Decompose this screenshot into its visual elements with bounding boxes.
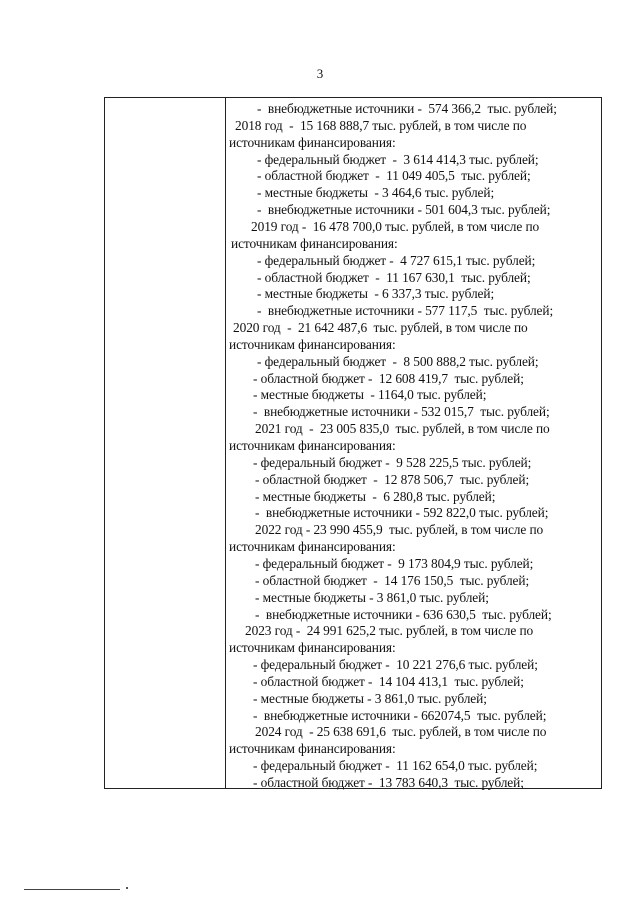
text-line: 2024 год - 25 638 691,6 тыс. рублей, в том числе по (255, 724, 547, 740)
text-line: - местные бюджеты - 3 861,0 тыс. рублей; (255, 589, 489, 605)
text-line: - областной бюджет - 11 167 630,1 тыс. рублей; (257, 269, 531, 285)
text-line: 2022 год - 23 990 455,9 тыс. рублей, в том числе по (255, 522, 544, 538)
text-line: 2021 год - 23 005 835,0 тыс. рублей, в том числе по (255, 421, 550, 437)
financing-text-cell (225, 98, 601, 788)
page-number: 3 (316, 66, 324, 81)
text-line: - федеральный бюджет - 4 727 615,1 тыс. рублей; (257, 252, 536, 268)
footer-mark (126, 887, 128, 889)
text-line: - местные бюджеты - 6 337,3 тыс. рублей; (257, 286, 495, 302)
text-line: 2018 год - 15 168 888,7 тыс. рублей, в том числе по (235, 117, 527, 133)
footnote-rule (24, 889, 120, 890)
text-line: - областной бюджет - 12 608 419,7 тыс. рублей; (253, 370, 524, 386)
text-line: - местные бюджеты - 1164,0 тыс. рублей; (253, 387, 487, 403)
text-line: источникам финансирования: (229, 336, 396, 352)
text-line: - федеральный бюджет - 9 528 225,5 тыс. рублей; (253, 454, 532, 470)
text-line: - внебюджетные источники - 577 117,5 тыс. рублей; (257, 303, 554, 319)
text-line: источникам финансирования: (229, 640, 396, 656)
text-line: - внебюджетные источники - 592 822,0 тыс. рублей; (255, 505, 549, 521)
financing-table (104, 97, 602, 789)
text-line: 2023 год - 24 991 625,2 тыс. рублей, в том числе по (245, 623, 534, 639)
text-line: источникам финансирования: (229, 539, 396, 555)
text-line: - внебюджетные источники - 574 366,2 тыс. рублей; (257, 101, 557, 116)
text-line: - областной бюджет - 13 783 640,3 тыс. рублей; (253, 775, 524, 790)
text-line: источникам финансирования: (229, 438, 396, 453)
text-line: - областной бюджет - 12 878 506,7 тыс. рублей; (255, 471, 530, 487)
text-line: 2019 год - 16 478 700,0 тыс. рублей, в том числе по (251, 218, 540, 234)
text-line: - областной бюджет - 14 104 413,1 тыс. рублей; (253, 673, 524, 689)
text-line: - федеральный бюджет - 10 221 276,6 тыс. рублей; (253, 657, 538, 673)
text-line: - федеральный бюджет - 8 500 888,2 тыс. рублей; (257, 353, 539, 369)
text-line: - федеральный бюджет - 9 173 804,9 тыс. рублей; (255, 555, 534, 571)
text-line: источникам финансирования: (229, 741, 396, 757)
text-line: - областной бюджет - 14 176 150,5 тыс. рублей; (255, 572, 530, 588)
text-line: - федеральный бюджет - 3 614 414,3 тыс. рублей; (257, 151, 539, 167)
text-line: - местные бюджеты - 6 280,8 тыс. рублей; (255, 488, 496, 504)
text-line: 2020 год - 21 642 487,6 тыс. рублей, в том числе по (233, 320, 528, 336)
text-line: - внебюджетные источники - 636 630,5 тыс. рублей; (255, 606, 552, 622)
text-line: - местные бюджеты - 3 464,6 тыс. рублей; (257, 185, 495, 201)
text-line: - местные бюджеты - 3 861,0 тыс. рублей; (253, 690, 487, 706)
text-line: - федеральный бюджет - 11 162 654,0 тыс. рублей; (253, 758, 538, 774)
text-line: источникам финансирования: (231, 235, 398, 251)
text-line: - внебюджетные источники - 662074,5 тыс. рублей; (253, 707, 547, 723)
text-line: - внебюджетные источники - 501 604,3 тыс. рублей; (257, 202, 551, 218)
text-line: - областной бюджет - 11 049 405,5 тыс. рублей; (257, 168, 531, 184)
text-line: - внебюджетные источники - 532 015,7 тыс. рублей; (253, 404, 550, 420)
text-line: источникам финансирования: (229, 134, 396, 150)
